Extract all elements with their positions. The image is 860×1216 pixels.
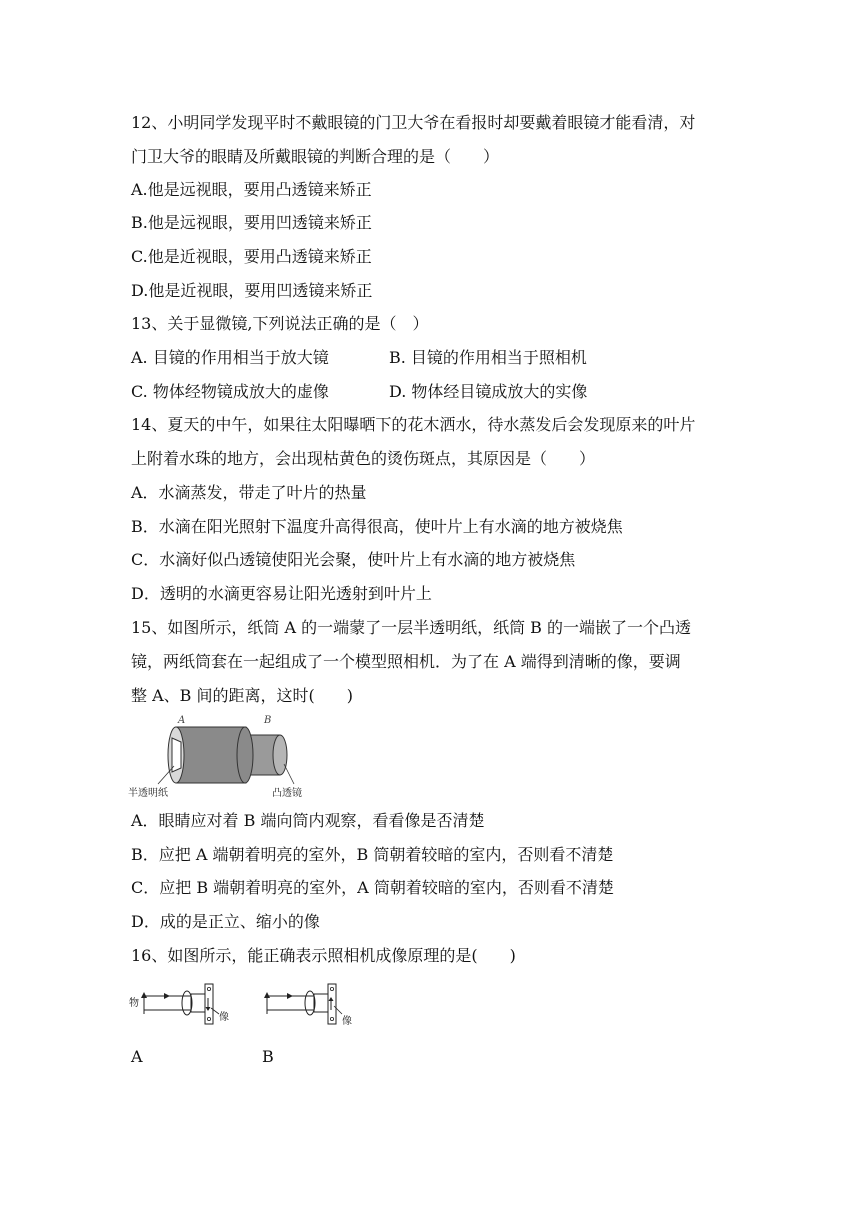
q16-caption-a: A xyxy=(131,1047,143,1066)
q13-stem: 13、关于显微镜,下列说法正确的是（ ） xyxy=(131,314,429,333)
image-label-b: 像 xyxy=(342,1016,352,1027)
q12-option-b: B.他是远视眼，要用凹透镜来矫正 xyxy=(131,213,372,232)
q15-option-b: B．应把 A 端朝着明亮的室外，B 筒朝着较暗的室内，否则看不清楚 xyxy=(131,845,614,864)
convex-lens-end xyxy=(273,735,287,775)
tube-a xyxy=(176,727,246,783)
q15-option-a: A．眼睛应对着 B 端向筒内观察，看看像是否清楚 xyxy=(131,811,485,830)
camera-screw-top-a xyxy=(207,987,210,990)
camera-screw-top-b xyxy=(330,987,333,990)
q13-option-b: B. 目镜的作用相当于照相机 xyxy=(389,348,587,367)
q14-stem-line1: 14、夏天的中午，如果往太阳曝晒下的花木洒水，待水蒸发后会发现原来的叶片 xyxy=(131,415,696,434)
image-arrowhead-a xyxy=(206,1007,211,1011)
q14-option-b: B．水滴在阳光照射下温度升高得很高，使叶片上有水滴的地方被烧焦 xyxy=(131,517,623,536)
q15-stem-line2: 镜，两纸筒套在一起组成了一个模型照相机．为了在 A 端得到清晰的像，要调 xyxy=(131,652,681,671)
tube-a-front-rim xyxy=(237,727,253,783)
camera-back-b xyxy=(328,984,336,1024)
camera-model-figure xyxy=(128,712,313,800)
q13-option-d: D. 物体经目镜成放大的实像 xyxy=(389,382,588,401)
camera-back-a xyxy=(205,984,213,1024)
q14-option-a: A．水滴蒸发，带走了叶片的热量 xyxy=(131,483,367,502)
q14-stem-line2: 上附着水珠的地方，会出现枯黄色的烫伤斑点，其原因是（ ） xyxy=(131,449,596,468)
figure-label-b: B xyxy=(264,715,272,726)
q14-option-d: D．透明的水滴更容易让阳光透射到叶片上 xyxy=(131,584,432,603)
camera-body-a xyxy=(191,994,205,1012)
q12-option-d: D.他是近视眼，要用凹透镜来矫正 xyxy=(131,281,373,300)
camera-screw-bottom-a xyxy=(207,1017,210,1020)
figure-label-lens: 凸透镜 xyxy=(272,788,302,799)
object-arrowhead-b xyxy=(264,992,270,998)
q13-option-c: C. 物体经物镜成放大的虚像 xyxy=(131,382,329,401)
camera-screw-bottom-b xyxy=(330,1017,333,1020)
camera-body-b xyxy=(314,994,328,1012)
lens-leader-line xyxy=(284,764,294,784)
ray-arrow-a xyxy=(164,993,170,999)
q15-option-c: C．应把 B 端朝着明亮的室外，A 筒朝着较暗的室内，否则看不清楚 xyxy=(131,878,614,897)
q15-stem-line3: 整 A、B 间的距离，这时( ) xyxy=(131,686,353,705)
q15-stem-line1: 15、如图所示，纸筒 A 的一端蒙了一层半透明纸，纸筒 B 的一端嵌了一个凸透 xyxy=(131,618,692,637)
q15-option-d: D．成的是正立、缩小的像 xyxy=(131,912,320,931)
q16-caption-b: B xyxy=(262,1047,274,1066)
ray-arrow-b xyxy=(287,993,293,999)
image-leader-a xyxy=(211,1008,219,1014)
figure-label-paper: 半透明纸 xyxy=(128,788,168,799)
q14-option-c: C．水滴好似凸透镜使阳光会聚，使叶片上有水滴的地方被烧焦 xyxy=(131,550,576,569)
q12-stem-line2: 门卫大爷的眼睛及所戴眼镜的判断合理的是（ ） xyxy=(131,147,500,166)
camera-diagram-b xyxy=(252,980,362,1030)
image-leader-b xyxy=(334,1006,342,1014)
q13-option-a: A. 目镜的作用相当于放大镜 xyxy=(131,348,329,367)
object-label-a: 物 xyxy=(129,998,139,1009)
image-arrowhead-b xyxy=(329,997,334,1001)
object-arrowhead-a xyxy=(141,992,147,998)
q16-stem: 16、如图所示，能正确表示照相机成像原理的是( ) xyxy=(131,946,516,965)
q12-option-a: A.他是远视眼，要用凸透镜来矫正 xyxy=(131,180,372,199)
image-label-a: 像 xyxy=(219,1012,229,1023)
q12-stem-line1: 12、小明同学发现平时不戴眼镜的门卫大爷在看报时却要戴着眼镜才能看清，对 xyxy=(131,113,696,132)
camera-diagram-a xyxy=(129,980,239,1030)
figure-label-a: A xyxy=(178,715,186,726)
q12-option-c: C.他是近视眼，要用凸透镜来矫正 xyxy=(131,247,372,266)
